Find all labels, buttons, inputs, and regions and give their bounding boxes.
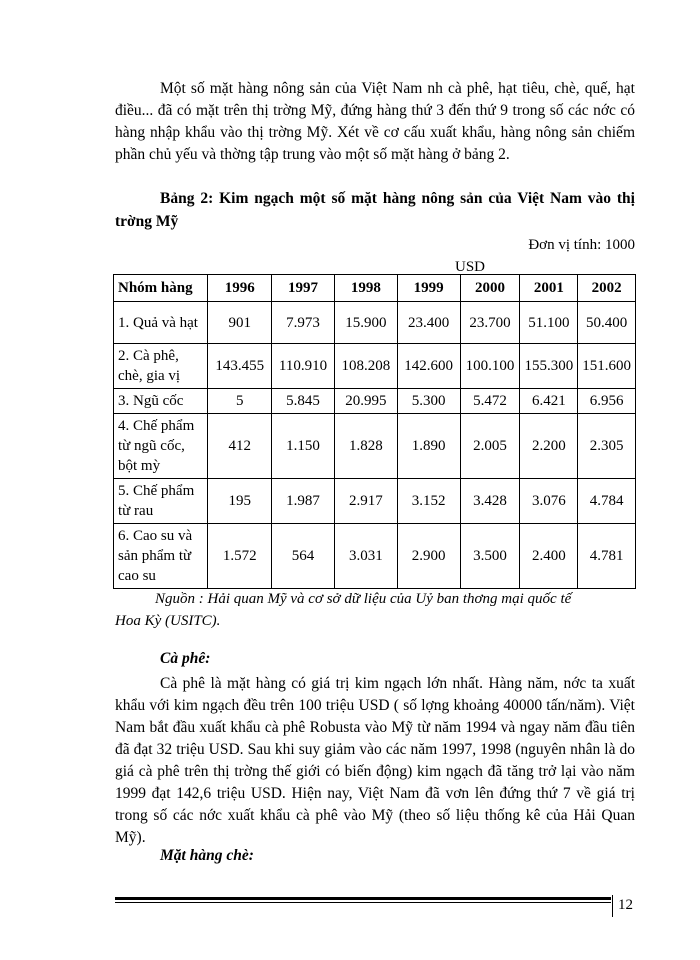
header-cell: 2002 (578, 275, 636, 302)
value-cell: 2.400 (520, 524, 578, 589)
value-cell: 901 (208, 302, 272, 344)
export-table (113, 274, 636, 589)
value-cell: 564 (272, 524, 335, 589)
value-cell: 5 (208, 389, 272, 414)
group-cell: 5. Chế phẩm từ rau (114, 479, 208, 524)
table-row (114, 302, 636, 344)
group-cell: 2. Cà phê, chè, gia vị (114, 344, 208, 389)
value-cell: 6.421 (520, 389, 578, 414)
footer-rule (115, 897, 611, 900)
group-cell: 6. Cao su và sản phẩm từ cao su (114, 524, 208, 589)
value-cell: 2.005 (460, 414, 520, 479)
value-cell: 143.455 (208, 344, 272, 389)
table-row (114, 344, 636, 389)
source-line-2: Hoa Kỳ (USITC). (115, 613, 221, 629)
header-cell: 1997 (272, 275, 335, 302)
source-note (115, 588, 635, 632)
value-cell: 195 (208, 479, 272, 524)
header-cell: 1998 (334, 275, 397, 302)
value-cell: 4.784 (578, 479, 636, 524)
value-cell: 4.781 (578, 524, 636, 589)
value-cell: 100.100 (460, 344, 520, 389)
coffee-paragraph: Cà phê là mặt hàng có giá trị kim ngạch lớn nhất. Hàng năm, nớc ta xuất khẩu với kim ngạch đều trên 100 triệu USD ( số lợng khoảng 40000 tấn/năm). Việt Nam bắt đầu xuất khẩu cà phê Robusta vào Mỹ từ năm 1994 và ngay năm đầu tiên đã đạt 32 triệu USD. Sau khi suy giảm vào các năm 1997, 1998 (nguyên nhân là do giá cà phê trên thị trờng thế giới có biến động) kim ngạch đã tăng trở lại vào năm 1999 đạt 142,6 triệu USD. Hiện nay, Việt Nam đã vơn lên đứng thứ 7 về giá trị trong số các nớc xuất khẩu cà phê vào Mỹ (theo số liệu thống kê của Hải Quan Mỹ). (115, 675, 635, 846)
unit-line-2: USD (455, 259, 486, 275)
value-cell: 50.400 (578, 302, 636, 344)
value-cell: 51.100 (520, 302, 578, 344)
table-row (114, 479, 636, 524)
table-row (114, 524, 636, 589)
intro-paragraph: Một số mặt hàng nông sản của Việt Nam nh cà phê, hạt tiêu, chè, quế, hạt điều... đã có mặt trên thị trờng Mỹ, đứng hàng thứ 3 đến thứ 9 trong số các nớc có hàng nhập khẩu vào thị trờng Mỹ. Xét về cơ cấu xuất khẩu, hàng nông sản chiếm phần chủ yếu và thờng tập trung vào một số mặt hàng ở bảng 2. (115, 80, 635, 163)
value-cell: 151.600 (578, 344, 636, 389)
value-cell: 1.150 (272, 414, 335, 479)
table-header-row (114, 275, 636, 302)
value-cell: 1.572 (208, 524, 272, 589)
value-cell: 20.995 (334, 389, 397, 414)
value-cell: 5.472 (460, 389, 520, 414)
value-cell: 108.208 (334, 344, 397, 389)
value-cell: 7.973 (272, 302, 335, 344)
group-cell: 3. Ngũ cốc (114, 389, 208, 414)
page-number: 12 (618, 897, 633, 913)
header-cell: 2001 (520, 275, 578, 302)
value-cell: 23.400 (397, 302, 460, 344)
value-cell: 1.890 (397, 414, 460, 479)
value-cell: 2.917 (334, 479, 397, 524)
footer-rule-thin (115, 902, 611, 903)
value-cell: 142.600 (397, 344, 460, 389)
value-cell: 2.200 (520, 414, 578, 479)
value-cell: 2.305 (578, 414, 636, 479)
value-cell: 110.910 (272, 344, 335, 389)
value-cell: 3.076 (520, 479, 578, 524)
coffee-heading: Cà phê: (160, 650, 211, 667)
header-cell: 1996 (208, 275, 272, 302)
value-cell: 1.987 (272, 479, 335, 524)
table-title: Bảng 2: Kim ngạch một số mặt hàng nông sản của Việt Nam vào thị trờng Mỹ (115, 190, 635, 230)
value-cell: 155.300 (520, 344, 578, 389)
unit-label (455, 234, 635, 278)
value-cell: 23.700 (460, 302, 520, 344)
footer-divider (612, 895, 613, 917)
value-cell: 1.828 (334, 414, 397, 479)
table-row (114, 389, 636, 414)
header-cell: 1999 (397, 275, 460, 302)
table-row (114, 414, 636, 479)
value-cell: 2.900 (397, 524, 460, 589)
value-cell: 3.428 (460, 479, 520, 524)
unit-line-1: Đơn vị tính: 1000 (528, 237, 635, 253)
group-cell: 4. Chế phẩm từ ngũ cốc, bột mỳ (114, 414, 208, 479)
value-cell: 15.900 (334, 302, 397, 344)
value-cell: 3.500 (460, 524, 520, 589)
source-line-1: Nguồn : Hải quan Mỹ và cơ sở dữ liệu của Uỷ ban thơng mại quốc tế (155, 591, 572, 607)
value-cell: 3.152 (397, 479, 460, 524)
header-cell: 2000 (460, 275, 520, 302)
value-cell: 412 (208, 414, 272, 479)
value-cell: 5.300 (397, 389, 460, 414)
value-cell: 6.956 (578, 389, 636, 414)
value-cell: 3.031 (334, 524, 397, 589)
header-cell: Nhóm hàng (114, 275, 208, 302)
group-cell: 1. Quả và hạt (114, 302, 208, 344)
tea-heading: Mặt hàng chè: (160, 847, 254, 864)
value-cell: 5.845 (272, 389, 335, 414)
